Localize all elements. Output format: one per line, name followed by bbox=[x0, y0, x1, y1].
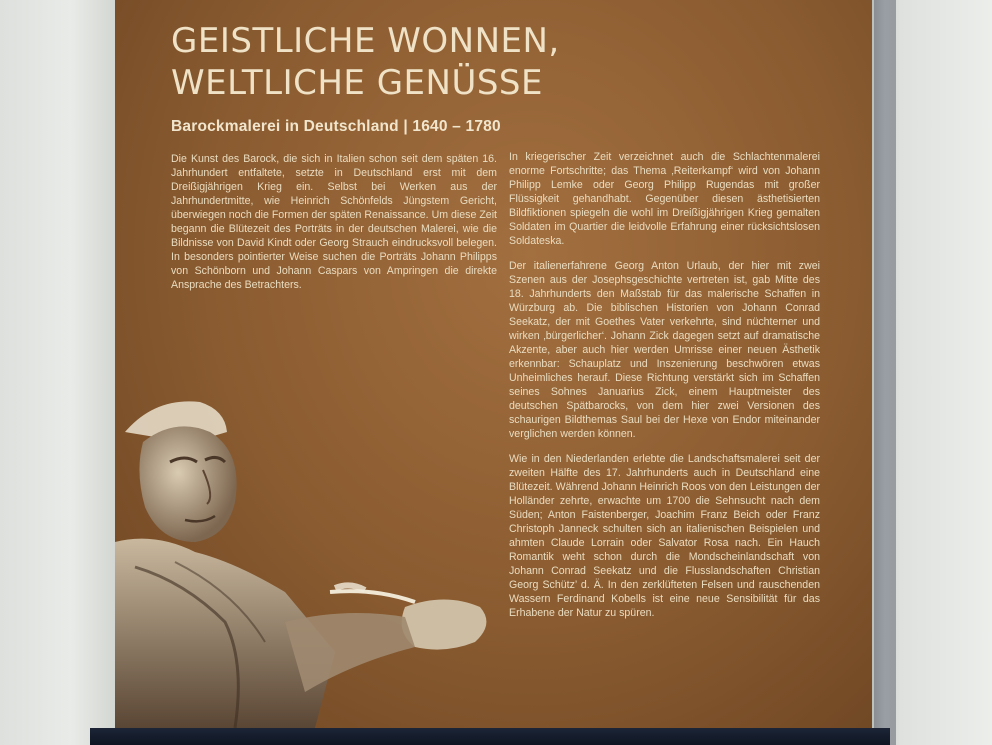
paragraph-wuerzburg-painters: Der italienerfahrene Georg Anton Urlaub, der hier mit zwei Szenen aus der Josephsgeschichte vertreten ist, gab Mitte des 18. Jahrhunderts den Maßstab für das malerische Schaffen in Würzburg ab. Die biblischen Historien von Johann Conrad Seekatz, der mit Goethes Vater verkehrte, sind nüchterner und wirken ‚bürgerlicher‘. Johann Zick dagegen setzt auf dramatische Akzente, aber auch hier werden Umrisse einer neuen Ästhetik erkennbar: Schauplatz und Inszenierung beschwören etwas Unheimliches herauf. Diese Richtung verstärkt sich im Schaffen seines Sohnes Januarius Zick, einem Hauptmeister des deutschen Spätbarocks, von dem hier zwei Versionen des schaurigen Bildthemas Saul bei der Hexe von Endor miteinander verglichen werden können. bbox=[509, 260, 820, 440]
wall-left bbox=[0, 0, 118, 745]
paragraph-battle-painting: In kriegerischer Zeit verzeichnet auch die Schlachtenmalerei enorme Fortschritte; das Thema ‚Reiterkampf‘ wird von Johann Philipp Lemke oder Georg Philipp Rugendas mit großer Flüssigkeit gehandhabt. Gegenüber diesen ästhetisierten Bildfiktionen spiegeln die wohl im Dreißigjährigen Krieg gemalten Soldaten im Quartier die leidvolle Erfahrung einer rücksichtslosen Soldateska. bbox=[509, 151, 820, 247]
text-column-left bbox=[171, 152, 497, 303]
title-line-1: GEISTLICHE WONNEN, bbox=[171, 21, 560, 61]
portrait-illustration bbox=[115, 392, 515, 728]
wall-edge-strip bbox=[874, 0, 896, 745]
panel-subtitle: Barockmalerei in Deutschland | 1640 – 1780 bbox=[171, 118, 501, 135]
exhibition-panel bbox=[115, 0, 872, 728]
panel-base-rail bbox=[90, 728, 890, 745]
text-column-right bbox=[509, 150, 820, 631]
paragraph-baroque-intro: Die Kunst des Barock, die sich in Italien schon seit dem späten 16. Jahrhundert entfaltete, setzte in Deutschland erst mit dem Dreißigjährigen Krieg ein. Selbst bei Werken aus der Jahrhundertmitte, wie Heinrich Schönfelds Jüngstem Gericht, überwiegen noch die Formen der späten Renaissance. Um diese Zeit begann die Blütezeit des Porträts in der deutschen Malerei, wie die Bildnisse von David Kindt oder Georg Strauch eindrucksvoll belegen. In besonders pointierter Weise suchen die Porträts Johann Philipps von Schönborn und Johann Caspars von Ampringen die direkte Ansprache des Betrachters. bbox=[171, 153, 497, 291]
title-line-2: WELTLICHE GENÜSSE bbox=[171, 63, 543, 103]
panel-title bbox=[171, 20, 560, 104]
paragraph-landscape-painting: Wie in den Niederlanden erlebte die Landschaftsmalerei seit der zweiten Hälfte des 17. Jahrhunderts auch in Deutschland eine Blütezeit. Während Johann Heinrich Roos von den Leistungen der Holländer zehrte, erwachte um 1700 die Sehnsucht nach dem Süden; Anton Faistenberger, Joachim Franz Beich oder Franz Christoph Janneck schulten sich an italienischen Beispielen und ahmten Claude Lorrain oder Salvator Rosa nach. Ein Hauch Romantik weht schon durch die Mondscheinlandschaft von Johann Conrad Seekatz und die Flusslandschaften Christian Georg Schütz’ d. Ä. In den zerklüfteten Felsen und rauschenden Wassern Ferdinand Kobells ist eine neue Sensibilität für das Erhabene der Natur zu spüren. bbox=[509, 453, 820, 619]
